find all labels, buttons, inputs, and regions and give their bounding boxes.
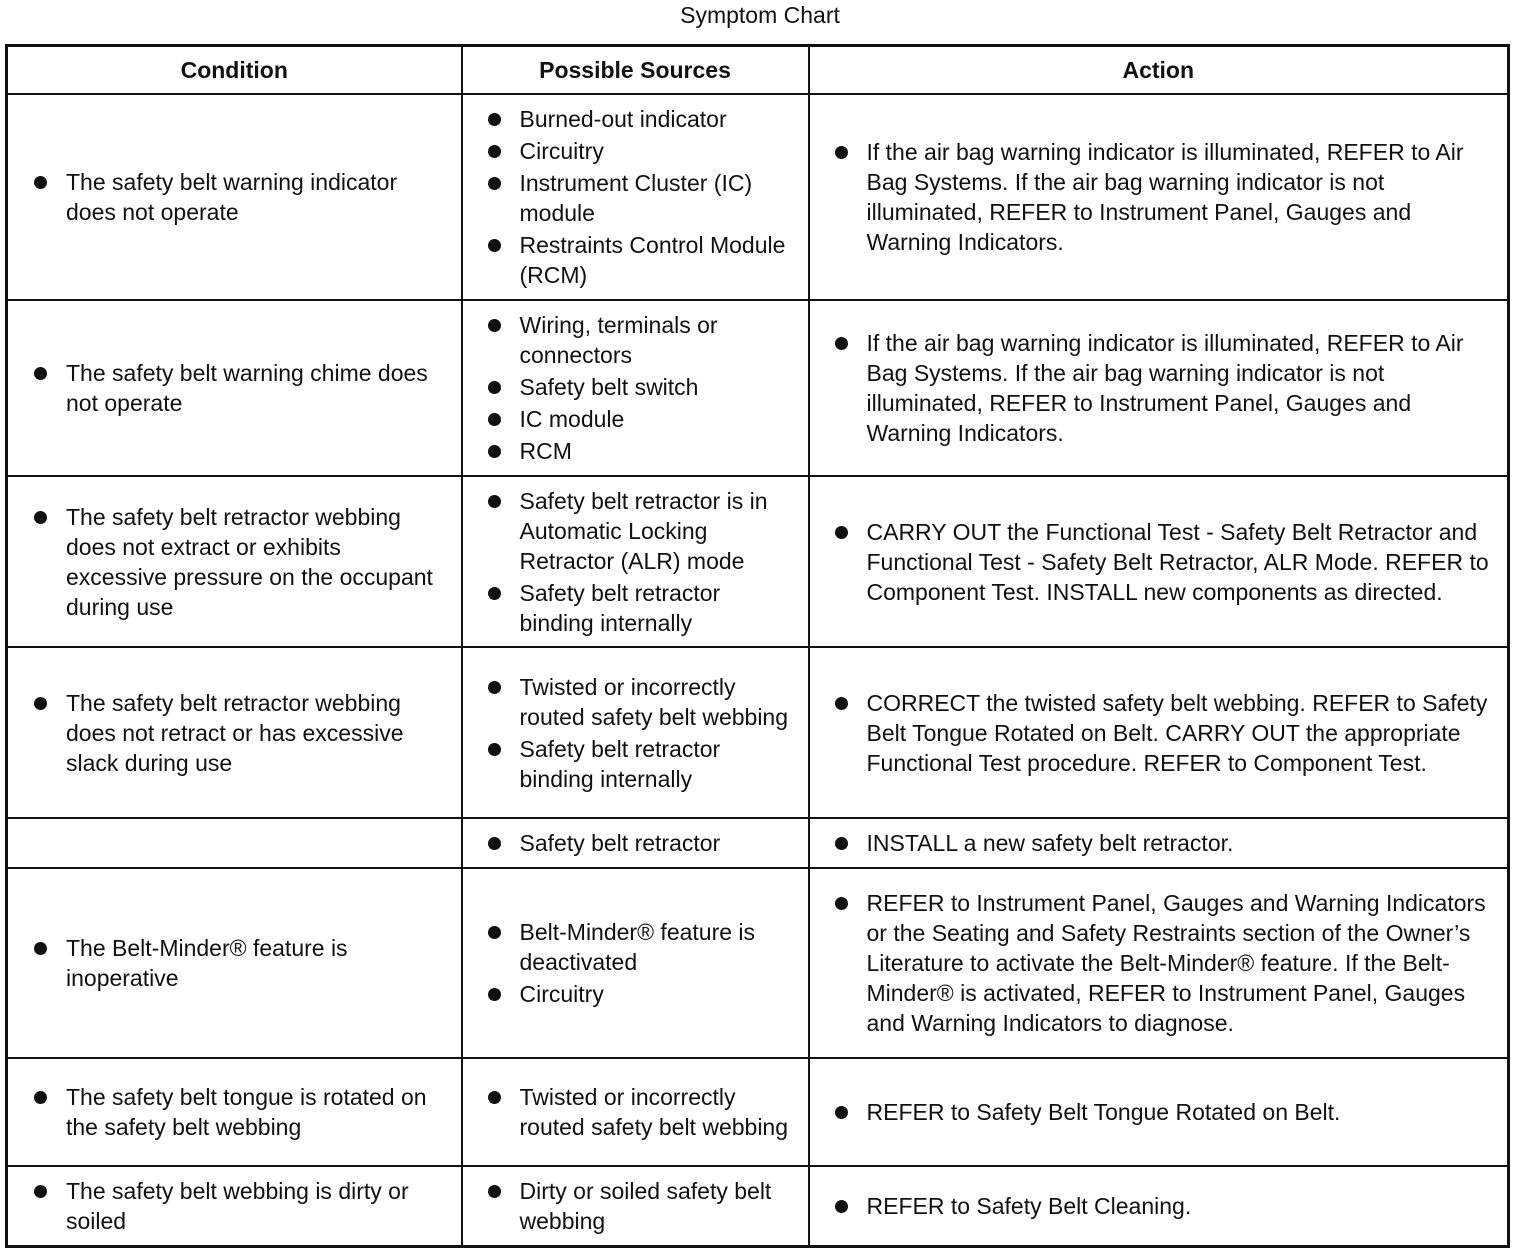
table-row	[7, 868, 1509, 1058]
header-condition: Condition	[7, 46, 462, 95]
action-cell	[809, 868, 1509, 1058]
list-item: Safety belt retractor binding internally	[520, 578, 798, 638]
condition-cell	[7, 868, 462, 1058]
list-item: REFER to Safety Belt Cleaning.	[867, 1191, 1494, 1221]
list-item: Twisted or incorrectly routed safety belt webbing	[520, 1082, 798, 1142]
list-item: CORRECT the twisted safety belt webbing. REFER to Safety Belt Tongue Rotated on Belt. CARRY OUT the appropriate Functional Test procedure. REFER to Component Test.	[867, 688, 1494, 778]
table-row	[7, 818, 1509, 868]
list-item: Safety belt retractor is in Automatic Locking Retractor (ALR) mode	[520, 486, 798, 576]
condition-cell	[7, 647, 462, 818]
table-row	[7, 1166, 1509, 1246]
condition-cell	[7, 94, 462, 300]
table-row	[7, 94, 1509, 300]
action-cell	[809, 818, 1509, 868]
table-row	[7, 1058, 1509, 1166]
list-item: The safety belt webbing is dirty or soiled	[66, 1176, 447, 1236]
list-item: The safety belt tongue is rotated on the safety belt webbing	[66, 1082, 447, 1142]
sources-cell	[462, 1166, 809, 1246]
list-item: If the air bag warning indicator is illuminated, REFER to Air Bag Systems. If the air bag warning indicator is not illuminated, REFER to Instrument Panel, Gauges and Warning Indicators.	[867, 328, 1494, 448]
list-item: Restraints Control Module (RCM)	[520, 230, 798, 290]
condition-cell	[7, 1058, 462, 1166]
list-item: INSTALL a new safety belt retractor.	[867, 828, 1494, 858]
condition-cell	[7, 818, 462, 868]
header-possible-sources: Possible Sources	[462, 46, 809, 95]
sources-cell	[462, 476, 809, 647]
list-item: Safety belt switch	[520, 372, 798, 402]
table-row	[7, 647, 1509, 818]
list-item: The safety belt retractor webbing does not retract or has excessive slack during use	[66, 688, 447, 778]
list-item: Twisted or incorrectly routed safety belt webbing	[520, 672, 798, 732]
list-item: The safety belt retractor webbing does not extract or exhibits excessive pressure on the occupant during use	[66, 502, 447, 622]
condition-cell	[7, 300, 462, 476]
sources-cell	[462, 818, 809, 868]
list-item: If the air bag warning indicator is illuminated, REFER to Air Bag Systems. If the air bag warning indicator is not illuminated, REFER to Instrument Panel, Gauges and Warning Indicators.	[867, 137, 1494, 257]
list-item: Burned-out indicator	[520, 104, 798, 134]
list-item: CARRY OUT the Functional Test - Safety Belt Retractor and Functional Test - Safety Belt Retractor, ALR Mode. REFER to Component Test. INSTALL new components as directed.	[867, 517, 1494, 607]
header-row	[7, 46, 1509, 95]
action-cell	[809, 647, 1509, 818]
list-item: Circuitry	[520, 136, 798, 166]
list-item: RCM	[520, 436, 798, 466]
list-item: The safety belt warning indicator does not operate	[66, 167, 447, 227]
list-item: REFER to Safety Belt Tongue Rotated on Belt.	[867, 1097, 1494, 1127]
sources-cell	[462, 94, 809, 300]
list-item: The safety belt warning chime does not operate	[66, 358, 447, 418]
action-cell	[809, 300, 1509, 476]
sources-cell	[462, 647, 809, 818]
table-row	[7, 300, 1509, 476]
chart-title: Symptom Chart	[680, 2, 840, 28]
condition-cell	[7, 476, 462, 647]
action-cell	[809, 476, 1509, 647]
action-cell	[809, 94, 1509, 300]
sources-cell	[462, 300, 809, 476]
sources-cell	[462, 1058, 809, 1166]
symptom-table	[5, 44, 1510, 1248]
list-item: Dirty or soiled safety belt webbing	[520, 1176, 798, 1236]
list-item: Safety belt retractor binding internally	[520, 734, 798, 794]
condition-cell	[7, 1166, 462, 1246]
list-item: Safety belt retractor	[520, 828, 798, 858]
table-row	[7, 476, 1509, 647]
list-item: Circuitry	[520, 979, 798, 1009]
header-action: Action	[809, 46, 1509, 95]
list-item: Wiring, terminals or connectors	[520, 310, 798, 370]
sources-cell	[462, 868, 809, 1058]
list-item: Instrument Cluster (IC) module	[520, 168, 798, 228]
action-cell	[809, 1058, 1509, 1166]
list-item: IC module	[520, 404, 798, 434]
list-item: Belt-Minder® feature is deactivated	[520, 917, 798, 977]
action-cell	[809, 1166, 1509, 1246]
list-item: REFER to Instrument Panel, Gauges and Warning Indicators or the Seating and Safety Restraints section of the Owner’s Literature to activate the Belt-Minder® feature. If the Belt-Minder® is activated, REFER to Instrument Panel, Gauges and Warning Indicators to diagnose.	[867, 888, 1494, 1038]
list-item: The Belt-Minder® feature is inoperative	[66, 933, 447, 993]
